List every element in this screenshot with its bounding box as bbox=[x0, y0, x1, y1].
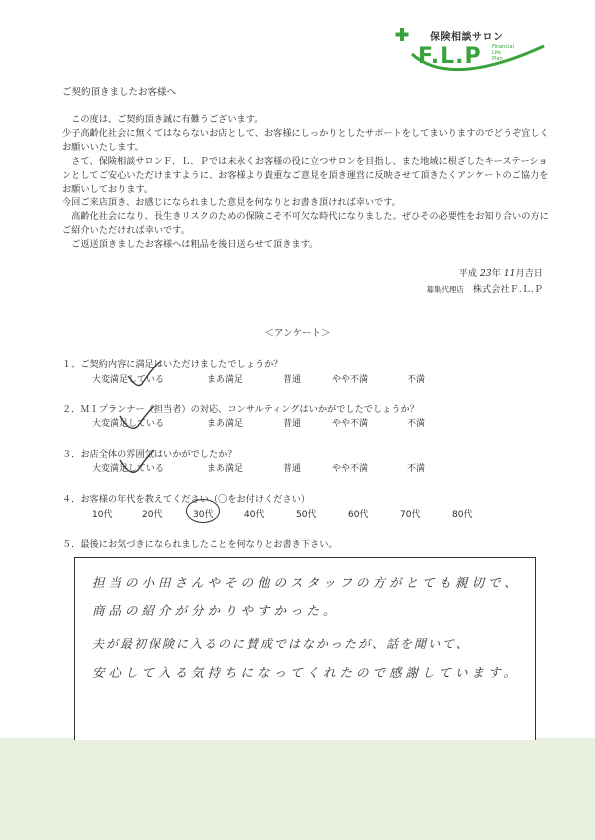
option[interactable]: まあ満足 bbox=[207, 419, 244, 429]
option[interactable]: やや不満 bbox=[332, 464, 369, 474]
cross-icon bbox=[396, 28, 409, 41]
option[interactable]: 不満 bbox=[407, 375, 426, 385]
agency-line: 募集代理店 株式会社Ｆ.Ｌ.Ｐ bbox=[426, 284, 543, 295]
age-option[interactable]: 40代 bbox=[244, 510, 265, 520]
question-3: ３．お店全体の雰囲気はいかがでしたか？ bbox=[62, 449, 237, 460]
age-option[interactable]: 50代 bbox=[296, 510, 317, 520]
survey-title: ＜アンケート＞ bbox=[264, 328, 331, 339]
option[interactable]: 大変満足している bbox=[92, 419, 165, 429]
question-5: ５．最後にお気づきになられましたことを何なりとお書き下さい。 bbox=[62, 539, 338, 550]
option[interactable]: まあ満足 bbox=[207, 464, 244, 474]
letter-paragraph: 今回ご来店頂き、お感じになられました意見を何なりとお書き頂ければ幸いです。 bbox=[62, 197, 401, 209]
handwritten-line: 商品の紹介が分かりやすかった。 bbox=[92, 603, 340, 618]
letter-paragraph: さて、保険相談サロンＦ．Ｌ．Ｐでは末永くお客様の役に立つサロンを目指し、また地域に根ざしたキーステーションとしてご安心いただけますように、お客様より貴重なご意見を頂き運営に反映させて頂きたくアンケートのご協力をお願いしております。 bbox=[62, 155, 549, 195]
option[interactable]: 不満 bbox=[407, 419, 426, 429]
logo-subtitle: 保険相談サロン bbox=[430, 32, 504, 43]
handwritten-line: 担当の小田さんやその他のスタッフの方がとても親切で、 bbox=[92, 575, 521, 590]
letter-paragraph: 少子高齢化社会に無くてはならないお店として、お客様にしっかりとしたサポートをしてまいりますのでどうぞ宜しくお願いいたします。 bbox=[62, 127, 549, 153]
logo-name: F.L.P bbox=[418, 44, 482, 69]
option[interactable]: 大変満足している bbox=[92, 375, 165, 385]
footer-band bbox=[0, 738, 595, 840]
letter-paragraph: ご返送頂きましたお客様へは粗品を後日送らせて頂きます。 bbox=[62, 239, 319, 251]
option[interactable]: 普通 bbox=[283, 464, 302, 474]
option[interactable]: やや不満 bbox=[332, 419, 369, 429]
question-2: ２．ＭＩプランナー（担当者）の対応、コンサルティングはいかがでしたでしょうか？ bbox=[62, 404, 419, 415]
letter-paragraph: 高齢化社会になり、長生きリスクのための保険こそ不可欠な時代になりました。ぜひその必要性をお知り合いの方にご紹介いただければ幸いです。 bbox=[62, 211, 549, 237]
age-option[interactable]: 60代 bbox=[348, 510, 369, 520]
greeting: ご契約頂きましたお客様へ bbox=[62, 87, 177, 98]
date-line: 平成 23年 11月吉日 bbox=[458, 268, 543, 279]
question-4: ４．お客様の年代を教えてください（〇をお付けください） bbox=[62, 494, 311, 505]
letter-body bbox=[62, 113, 550, 252]
age-option[interactable]: 70代 bbox=[400, 510, 421, 520]
checkmark-icon bbox=[118, 448, 158, 478]
selected-circle-mark bbox=[186, 499, 220, 523]
age-option[interactable]: 30代 bbox=[193, 510, 214, 520]
age-option[interactable]: 10代 bbox=[92, 510, 113, 520]
age-option[interactable]: 80代 bbox=[452, 510, 473, 520]
question-1: １、ご契約内容に満足はいただけましたでしょうか？ bbox=[62, 359, 283, 370]
handwritten-line: 安心して入る気持ちになってくれたので感謝しています。 bbox=[92, 665, 521, 680]
age-option[interactable]: 20代 bbox=[142, 510, 163, 520]
option[interactable]: やや不満 bbox=[332, 375, 369, 385]
letter-paragraph: この度は、ご契約頂き誠に有難うございます。 bbox=[62, 114, 264, 125]
checkmark-icon bbox=[124, 360, 164, 390]
checkmark-icon bbox=[118, 404, 158, 434]
option[interactable]: 不満 bbox=[407, 464, 426, 474]
option[interactable]: 普通 bbox=[283, 419, 302, 429]
option[interactable]: まあ満足 bbox=[207, 375, 244, 385]
option[interactable]: 大変満足している bbox=[92, 464, 165, 474]
handwritten-line: 夫が最初保険に入るのに賛成ではなかったが、話を聞いて、 bbox=[92, 637, 470, 651]
logo-tagline: Financial Life Plan bbox=[492, 44, 514, 62]
option[interactable]: 普通 bbox=[283, 375, 302, 385]
